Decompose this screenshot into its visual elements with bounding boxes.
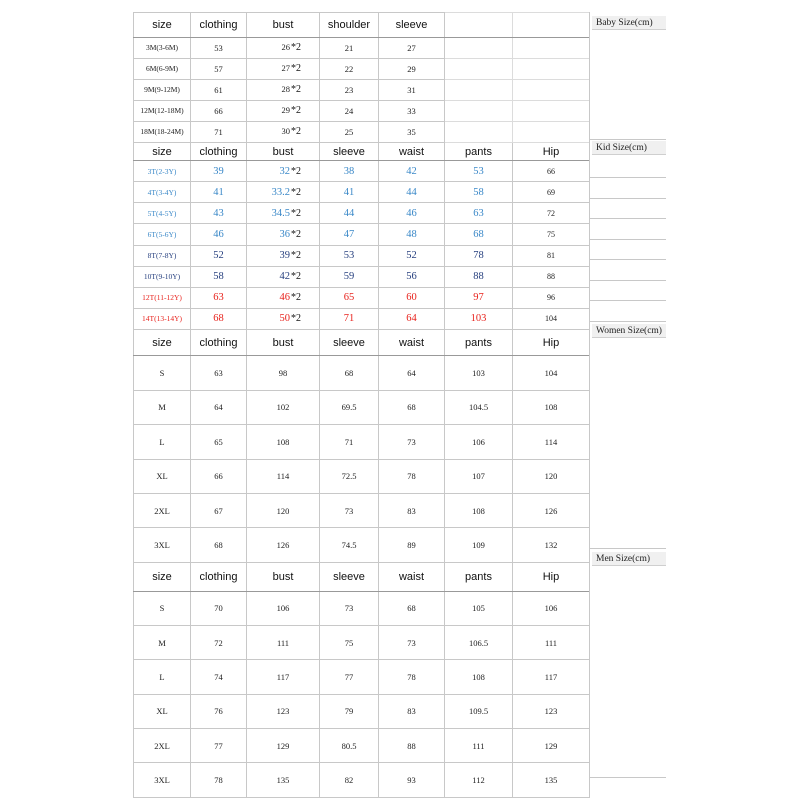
value-cell: 89 [379, 528, 445, 562]
size-cell: 2XL [134, 493, 191, 527]
value-cell: 41 [320, 182, 379, 203]
kid-table-row [134, 287, 666, 308]
value-cell: 66 [513, 161, 590, 182]
baby-table-row [134, 37, 666, 58]
value-cell: 112 [445, 763, 513, 798]
value-cell: 66 [191, 100, 247, 121]
blank-cell [513, 37, 590, 58]
value-cell: 68 [191, 308, 247, 329]
value-cell: 111 [445, 729, 513, 763]
men-size-label: Men Size(cm) [592, 552, 666, 566]
value-cell: 43 [191, 203, 247, 224]
blank-cell [513, 121, 590, 142]
value-cell: 72.5 [320, 459, 379, 493]
women-table-row [134, 356, 666, 390]
size-cell: XL [134, 694, 191, 728]
value-cell: 117 [247, 660, 320, 694]
men-table-row [134, 763, 666, 798]
value-cell: 57 [191, 58, 247, 79]
bust-multiplier: *2 [291, 313, 301, 325]
baby-table-row [134, 79, 666, 100]
value-cell: 73 [379, 425, 445, 459]
baby-table-row [134, 121, 666, 142]
bust-multiplier: *2 [291, 186, 301, 198]
kid-size-label: Kid Size(cm) [592, 141, 666, 155]
value-cell: 73 [320, 591, 379, 625]
women-table-row [134, 459, 666, 493]
value-cell [247, 224, 320, 245]
size-cell: S [134, 591, 191, 625]
value-cell: 81 [513, 245, 590, 266]
value-cell: 69.5 [320, 390, 379, 424]
bust-multiplier: *2 [291, 63, 301, 75]
bust-value: 36 [279, 229, 290, 240]
value-cell: 73 [320, 493, 379, 527]
value-cell: 114 [247, 459, 320, 493]
kid-table-row [134, 224, 666, 245]
kid-table-row [134, 182, 666, 203]
value-cell [247, 308, 320, 329]
baby-table-row [134, 100, 666, 121]
value-cell: 46 [191, 224, 247, 245]
value-cell: 33 [379, 100, 445, 121]
kid-header-row [134, 142, 666, 160]
value-cell: 68 [379, 591, 445, 625]
value-cell: 103 [445, 308, 513, 329]
value-cell: 78 [379, 459, 445, 493]
size-cell: M [134, 625, 191, 659]
bust-multiplier: *2 [291, 165, 301, 177]
bust-value: 27 [281, 63, 290, 74]
side-divider [590, 239, 666, 240]
value-cell: 64 [379, 356, 445, 390]
value-cell [247, 161, 320, 182]
side-section-divider [590, 321, 666, 322]
women-header-sleeve: sleeve [320, 329, 379, 356]
baby-header-clothing: clothing [191, 13, 247, 38]
value-cell: 47 [320, 224, 379, 245]
men-table-row [134, 694, 666, 728]
size-cell: 2XL [134, 729, 191, 763]
value-cell: 25 [320, 121, 379, 142]
value-cell: 129 [513, 729, 590, 763]
value-cell: 126 [247, 528, 320, 562]
value-cell: 63 [191, 356, 247, 390]
bust-multiplier: *2 [291, 84, 301, 96]
men-header-waist: waist [379, 562, 445, 591]
size-cell: 14T(13-14Y) [134, 308, 191, 329]
value-cell [247, 245, 320, 266]
value-cell: 71 [320, 308, 379, 329]
men-table-row [134, 729, 666, 763]
value-cell: 88 [379, 729, 445, 763]
value-cell: 106 [247, 591, 320, 625]
women-header-clothing: clothing [191, 329, 247, 356]
value-cell: 64 [379, 308, 445, 329]
size-cell: 12M(12-18M) [134, 100, 191, 121]
women-table-row [134, 425, 666, 459]
bust-value: 42 [279, 271, 290, 283]
men-header-sleeve: sleeve [320, 562, 379, 591]
value-cell: 109.5 [445, 694, 513, 728]
value-cell: 27 [379, 37, 445, 58]
value-cell: 76 [191, 694, 247, 728]
value-cell: 96 [513, 287, 590, 308]
value-cell: 56 [379, 266, 445, 287]
women-header-bust: bust [247, 329, 320, 356]
blank-cell [513, 13, 590, 38]
value-cell: 44 [379, 182, 445, 203]
baby-header-bust: bust [247, 13, 320, 38]
blank-cell [513, 79, 590, 100]
side-section-divider [590, 548, 666, 549]
value-cell: 38 [320, 161, 379, 182]
value-cell: 52 [379, 245, 445, 266]
value-cell [247, 121, 320, 142]
value-cell: 111 [247, 625, 320, 659]
value-cell: 126 [513, 493, 590, 527]
value-cell: 82 [320, 763, 379, 798]
size-cell: 12T(11-12Y) [134, 287, 191, 308]
value-cell: 83 [379, 694, 445, 728]
value-cell: 69 [513, 182, 590, 203]
value-cell: 77 [320, 660, 379, 694]
value-cell: 88 [445, 266, 513, 287]
value-cell: 108 [247, 425, 320, 459]
value-cell: 107 [445, 459, 513, 493]
value-cell: 72 [191, 625, 247, 659]
value-cell: 67 [191, 493, 247, 527]
value-cell: 75 [513, 224, 590, 245]
bust-multiplier: *2 [291, 229, 301, 240]
side-divider [590, 218, 666, 219]
blank-cell [445, 79, 513, 100]
women-table-row [134, 493, 666, 527]
side-divider [590, 177, 666, 178]
size-cell: M [134, 390, 191, 424]
men-header-clothing: clothing [191, 562, 247, 591]
size-cell: 9M(9-12M) [134, 79, 191, 100]
bust-multiplier: *2 [291, 105, 301, 117]
size-cell: 3M(3-6M) [134, 37, 191, 58]
value-cell: 108 [445, 493, 513, 527]
value-cell [247, 266, 320, 287]
kid-table-row [134, 308, 666, 329]
size-cell: 4T(3-4Y) [134, 182, 191, 203]
value-cell: 83 [379, 493, 445, 527]
kid-header-bust: bust [247, 142, 320, 160]
value-cell: 46 [379, 203, 445, 224]
bust-multiplier: *2 [291, 42, 301, 54]
kid-header-pants: pants [445, 142, 513, 160]
value-cell: 135 [247, 763, 320, 798]
value-cell: 52 [191, 245, 247, 266]
value-cell: 120 [247, 493, 320, 527]
baby-header-shoulder: shoulder [320, 13, 379, 38]
value-cell: 108 [513, 390, 590, 424]
value-cell: 78 [379, 660, 445, 694]
value-cell: 68 [191, 528, 247, 562]
side-divider [590, 259, 666, 260]
men-header-hip: Hip [513, 562, 590, 591]
size-cell: L [134, 425, 191, 459]
value-cell: 68 [379, 390, 445, 424]
value-cell: 108 [445, 660, 513, 694]
value-cell: 77 [191, 729, 247, 763]
women-header-pants: pants [445, 329, 513, 356]
value-cell: 120 [513, 459, 590, 493]
blank-cell [445, 58, 513, 79]
baby-header-size: size [134, 13, 191, 38]
kid-header-sleeve: sleeve [320, 142, 379, 160]
size-cell: 3T(2-3Y) [134, 161, 191, 182]
bust-multiplier: *2 [291, 250, 301, 262]
value-cell: 48 [379, 224, 445, 245]
value-cell: 93 [379, 763, 445, 798]
value-cell: 31 [379, 79, 445, 100]
size-cell: XL [134, 459, 191, 493]
blank-cell [445, 100, 513, 121]
women-table-row [134, 528, 666, 562]
value-cell [247, 37, 320, 58]
bust-multiplier: *2 [291, 207, 301, 219]
kid-header-clothing: clothing [191, 142, 247, 160]
size-cell: 10T(9-10Y) [134, 266, 191, 287]
blank-cell [513, 58, 590, 79]
size-cell: S [134, 356, 191, 390]
value-cell: 105 [445, 591, 513, 625]
blank-cell [445, 121, 513, 142]
value-cell: 58 [445, 182, 513, 203]
blank-cell [445, 37, 513, 58]
value-cell: 61 [191, 79, 247, 100]
kid-table-row [134, 245, 666, 266]
value-cell: 22 [320, 58, 379, 79]
value-cell: 106 [445, 425, 513, 459]
value-cell [247, 58, 320, 79]
value-cell: 132 [513, 528, 590, 562]
value-cell: 60 [379, 287, 445, 308]
value-cell: 123 [513, 694, 590, 728]
side-divider [590, 198, 666, 199]
women-header-waist: waist [379, 329, 445, 356]
kid-header-waist: waist [379, 142, 445, 160]
value-cell: 123 [247, 694, 320, 728]
value-cell: 63 [191, 287, 247, 308]
value-cell: 66 [191, 459, 247, 493]
value-cell: 71 [191, 121, 247, 142]
bust-multiplier: *2 [291, 271, 301, 283]
kid-table-row [134, 266, 666, 287]
kid-table-row [134, 161, 666, 182]
size-cell: 3XL [134, 763, 191, 798]
value-cell: 53 [445, 161, 513, 182]
value-cell: 98 [247, 356, 320, 390]
size-cell: L [134, 660, 191, 694]
women-table-row [134, 390, 666, 424]
value-cell: 59 [320, 266, 379, 287]
value-cell: 42 [379, 161, 445, 182]
value-cell: 106 [513, 591, 590, 625]
size-category-column [589, 12, 666, 798]
value-cell: 80.5 [320, 729, 379, 763]
value-cell: 72 [513, 203, 590, 224]
women-header-row [134, 329, 666, 356]
value-cell: 35 [379, 121, 445, 142]
blank-cell [445, 13, 513, 38]
baby-table-row [134, 58, 666, 79]
size-cell: 5T(4-5Y) [134, 203, 191, 224]
size-cell: 8T(7-8Y) [134, 245, 191, 266]
men-header-pants: pants [445, 562, 513, 591]
value-cell: 21 [320, 37, 379, 58]
men-table-row [134, 591, 666, 625]
value-cell: 103 [445, 356, 513, 390]
kid-header-size: size [134, 142, 191, 160]
value-cell: 79 [320, 694, 379, 728]
value-cell: 88 [513, 266, 590, 287]
value-cell: 71 [320, 425, 379, 459]
value-cell [247, 287, 320, 308]
side-divider [590, 300, 666, 301]
value-cell: 68 [320, 356, 379, 390]
value-cell: 68 [445, 224, 513, 245]
men-header-row [134, 562, 666, 591]
value-cell: 104 [513, 308, 590, 329]
value-cell: 74 [191, 660, 247, 694]
value-cell: 63 [445, 203, 513, 224]
women-size-label: Women Size(cm) [592, 324, 666, 338]
baby-size-label: Baby Size(cm) [592, 16, 666, 30]
value-cell: 111 [513, 625, 590, 659]
bust-multiplier: *2 [291, 292, 301, 304]
size-cell: 6M(6-9M) [134, 58, 191, 79]
value-cell: 75 [320, 625, 379, 659]
men-table-row [134, 660, 666, 694]
baby-header-sleeve: sleeve [379, 13, 445, 38]
value-cell: 24 [320, 100, 379, 121]
value-cell [247, 79, 320, 100]
size-cell: 6T(5-6Y) [134, 224, 191, 245]
bust-multiplier: *2 [291, 126, 301, 138]
value-cell [247, 203, 320, 224]
value-cell: 65 [320, 287, 379, 308]
value-cell: 78 [445, 245, 513, 266]
blank-cell [513, 100, 590, 121]
value-cell: 97 [445, 287, 513, 308]
value-cell: 70 [191, 591, 247, 625]
bust-value: 29 [281, 105, 290, 116]
value-cell: 114 [513, 425, 590, 459]
kid-header-hip: Hip [513, 142, 590, 160]
value-cell: 64 [191, 390, 247, 424]
value-cell [247, 182, 320, 203]
side-section-divider [590, 777, 666, 778]
women-header-hip: Hip [513, 329, 590, 356]
bust-value: 26 [281, 42, 290, 53]
value-cell: 129 [247, 729, 320, 763]
bust-value: 46 [279, 292, 290, 304]
value-cell: 41 [191, 182, 247, 203]
value-cell: 39 [191, 161, 247, 182]
bust-value: 28 [281, 84, 290, 95]
value-cell: 106.5 [445, 625, 513, 659]
side-section-divider [590, 139, 666, 140]
women-header-size: size [134, 329, 191, 356]
value-cell: 44 [320, 203, 379, 224]
kid-table-row [134, 203, 666, 224]
value-cell: 65 [191, 425, 247, 459]
value-cell: 53 [320, 245, 379, 266]
value-cell: 117 [513, 660, 590, 694]
men-header-bust: bust [247, 562, 320, 591]
value-cell: 58 [191, 266, 247, 287]
value-cell: 53 [191, 37, 247, 58]
value-cell [247, 100, 320, 121]
value-cell: 74.5 [320, 528, 379, 562]
bust-value: 34.5 [271, 207, 290, 219]
size-cell: 3XL [134, 528, 191, 562]
bust-value: 33.2 [271, 186, 290, 198]
value-cell: 104.5 [445, 390, 513, 424]
size-cell: 18M(18-24M) [134, 121, 191, 142]
value-cell: 109 [445, 528, 513, 562]
bust-value: 39 [279, 250, 290, 262]
size-chart-table [133, 12, 666, 798]
value-cell: 23 [320, 79, 379, 100]
bust-value: 32 [279, 165, 290, 177]
men-header-size: size [134, 562, 191, 591]
bust-value: 50 [279, 313, 290, 325]
value-cell: 73 [379, 625, 445, 659]
men-table-row [134, 625, 666, 659]
baby-header-row [134, 13, 666, 38]
value-cell: 102 [247, 390, 320, 424]
side-divider [590, 280, 666, 281]
bust-value: 30 [281, 126, 290, 137]
value-cell: 135 [513, 763, 590, 798]
value-cell: 78 [191, 763, 247, 798]
value-cell: 104 [513, 356, 590, 390]
value-cell: 29 [379, 58, 445, 79]
